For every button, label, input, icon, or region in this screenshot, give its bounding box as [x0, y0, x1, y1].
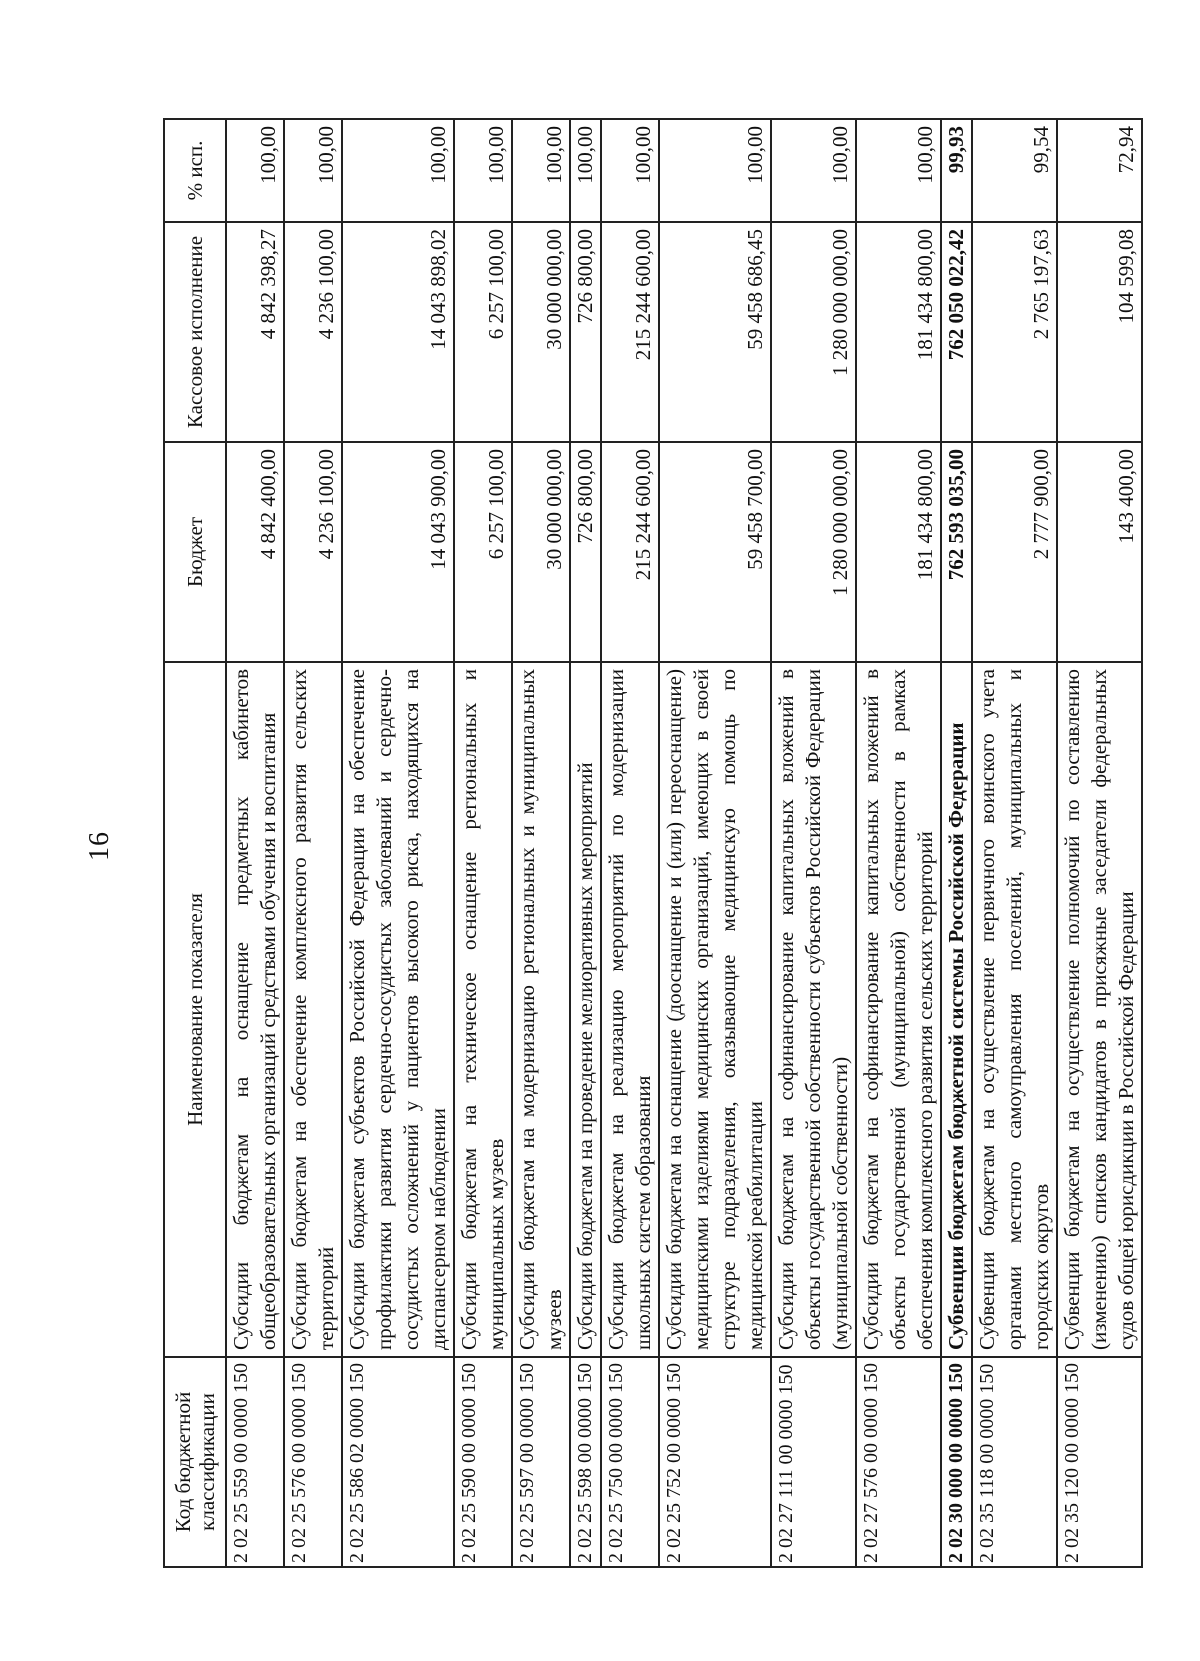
row-pct: 100,00 — [601, 119, 659, 222]
row-code: 2 02 35 120 00 0000 150 — [1057, 1357, 1142, 1567]
table-row — [284, 119, 342, 1567]
row-budget: 6 257 100,00 — [454, 442, 512, 662]
row-name: Субсидии бюджетам на техническое оснащение региональных и муниципальных музеев — [454, 662, 512, 1357]
row-pct: 100,00 — [454, 119, 512, 222]
row-code: 2 02 27 576 00 0000 150 — [856, 1357, 941, 1567]
table-row — [512, 119, 570, 1567]
budget-table — [163, 118, 1143, 1568]
row-budget: 59 458 700,00 — [659, 442, 771, 662]
table-row — [1057, 119, 1142, 1567]
table-row — [972, 119, 1057, 1567]
row-pct: 100,00 — [226, 119, 284, 222]
row-cash: 4 236 100,00 — [284, 222, 342, 442]
header-budget: Бюджет — [164, 442, 226, 662]
row-name: Субсидии бюджетам на модернизацию региональных и муниципальных музеев — [512, 662, 570, 1357]
row-budget: 1 280 000 000,00 — [771, 442, 856, 662]
row-code: 2 02 30 000 00 0000 150 — [941, 1357, 972, 1567]
page-number: 16 — [84, 831, 115, 861]
row-cash: 6 257 100,00 — [454, 222, 512, 442]
row-cash: 2 765 197,63 — [972, 222, 1057, 442]
row-budget: 30 000 000,00 — [512, 442, 570, 662]
row-code: 2 02 35 118 00 0000 150 — [972, 1357, 1057, 1567]
row-cash: 4 842 398,27 — [226, 222, 284, 442]
row-cash: 762 050 022,42 — [941, 222, 972, 442]
row-code: 2 02 27 111 00 0000 150 — [771, 1357, 856, 1567]
row-name: Субвенции бюджетам на осуществление первичного воинского учета органами местного самоуправления поселений, муниципальных и городских округов — [972, 662, 1057, 1357]
row-cash: 59 458 686,45 — [659, 222, 771, 442]
table-row — [856, 119, 941, 1567]
row-cash: 726 800,00 — [570, 222, 601, 442]
row-budget: 215 244 600,00 — [601, 442, 659, 662]
row-name: Субсидии бюджетам на оснащение предметных кабинетов общеобразовательных организаций средствами обучения и воспитания — [226, 662, 284, 1357]
header-name: Наименование показателя — [164, 662, 226, 1357]
header-cash: Кассовое исполнение — [164, 222, 226, 442]
table-row — [454, 119, 512, 1567]
table-row — [601, 119, 659, 1567]
row-budget: 4 236 100,00 — [284, 442, 342, 662]
row-pct: 100,00 — [771, 119, 856, 222]
row-pct: 100,00 — [284, 119, 342, 222]
row-budget: 143 400,00 — [1057, 442, 1142, 662]
table-row — [941, 119, 972, 1567]
header-pct: % исп. — [164, 119, 226, 222]
row-code: 2 02 25 752 00 0000 150 — [659, 1357, 771, 1567]
row-name: Субсидии бюджетам на оснащение (дооснащение и (или) переоснащение) медицинскими изделиями медицинских организаций, имеющих в своей структуре подразделения, оказывающие медицинскую помощь по медицинской реабилитации — [659, 662, 771, 1357]
table-row — [226, 119, 284, 1567]
row-budget: 181 434 800,00 — [856, 442, 941, 662]
row-name: Субсидии бюджетам на софинансирование капитальных вложений в объекты государственной (муниципальной) собственности в рамках обеспечения комплексного развития сельских территорий — [856, 662, 941, 1357]
row-cash: 215 244 600,00 — [601, 222, 659, 442]
row-cash: 14 043 898,02 — [342, 222, 454, 442]
row-cash: 181 434 800,00 — [856, 222, 941, 442]
row-code: 2 02 25 598 00 0000 150 — [570, 1357, 601, 1567]
row-code: 2 02 25 590 00 0000 150 — [454, 1357, 512, 1567]
row-name: Субсидии бюджетам субъектов Российской Федерации на обеспечение профилактики развития сердечно-сосудистых заболеваний и сердечно-сосудистых осложнений у пациентов высокого риска, находящихся на диспансерном наблюдении — [342, 662, 454, 1357]
row-cash: 1 280 000 000,00 — [771, 222, 856, 442]
row-name: Субсидии бюджетам на реализацию мероприятий по модернизации школьных систем образования — [601, 662, 659, 1357]
table-body — [226, 119, 1142, 1567]
header-code: Код бюджетной классификации — [164, 1357, 226, 1567]
table-row — [771, 119, 856, 1567]
row-code: 2 02 25 750 00 0000 150 — [601, 1357, 659, 1567]
table-row — [342, 119, 454, 1567]
row-name: Субвенции бюджетам бюджетной системы Российской Федерации — [941, 662, 972, 1357]
row-pct: 99,54 — [972, 119, 1057, 222]
row-cash: 104 599,08 — [1057, 222, 1142, 442]
row-budget: 4 842 400,00 — [226, 442, 284, 662]
row-pct: 100,00 — [570, 119, 601, 222]
row-budget: 14 043 900,00 — [342, 442, 454, 662]
row-name: Субвенции бюджетам на осуществление полномочий по составлению (изменению) списков кандидатов в присяжные заседатели федеральных судов общей юрисдикции в Российской Федерации — [1057, 662, 1142, 1357]
row-pct: 100,00 — [342, 119, 454, 222]
row-name: Субсидии бюджетам на софинансирование капитальных вложений в объекты государственной собственности субъектов Российской Федерации (муниципальной собственности) — [771, 662, 856, 1357]
row-pct: 72,94 — [1057, 119, 1142, 222]
row-name: Субсидии бюджетам на проведение мелиоративных мероприятий — [570, 662, 601, 1357]
row-budget: 726 800,00 — [570, 442, 601, 662]
table-row — [570, 119, 601, 1567]
row-code: 2 02 25 597 00 0000 150 — [512, 1357, 570, 1567]
row-name: Субсидии бюджетам на обеспечение комплексного развития сельских территорий — [284, 662, 342, 1357]
row-budget: 2 777 900,00 — [972, 442, 1057, 662]
row-pct: 100,00 — [659, 119, 771, 222]
table-header-row — [164, 119, 226, 1567]
row-pct: 100,00 — [512, 119, 570, 222]
row-pct: 100,00 — [856, 119, 941, 222]
row-budget: 762 593 035,00 — [941, 442, 972, 662]
row-code: 2 02 25 586 02 0000 150 — [342, 1357, 454, 1567]
table-row — [659, 119, 771, 1567]
row-code: 2 02 25 576 00 0000 150 — [284, 1357, 342, 1567]
row-cash: 30 000 000,00 — [512, 222, 570, 442]
row-pct: 99,93 — [941, 119, 972, 222]
row-code: 2 02 25 559 00 0000 150 — [226, 1357, 284, 1567]
